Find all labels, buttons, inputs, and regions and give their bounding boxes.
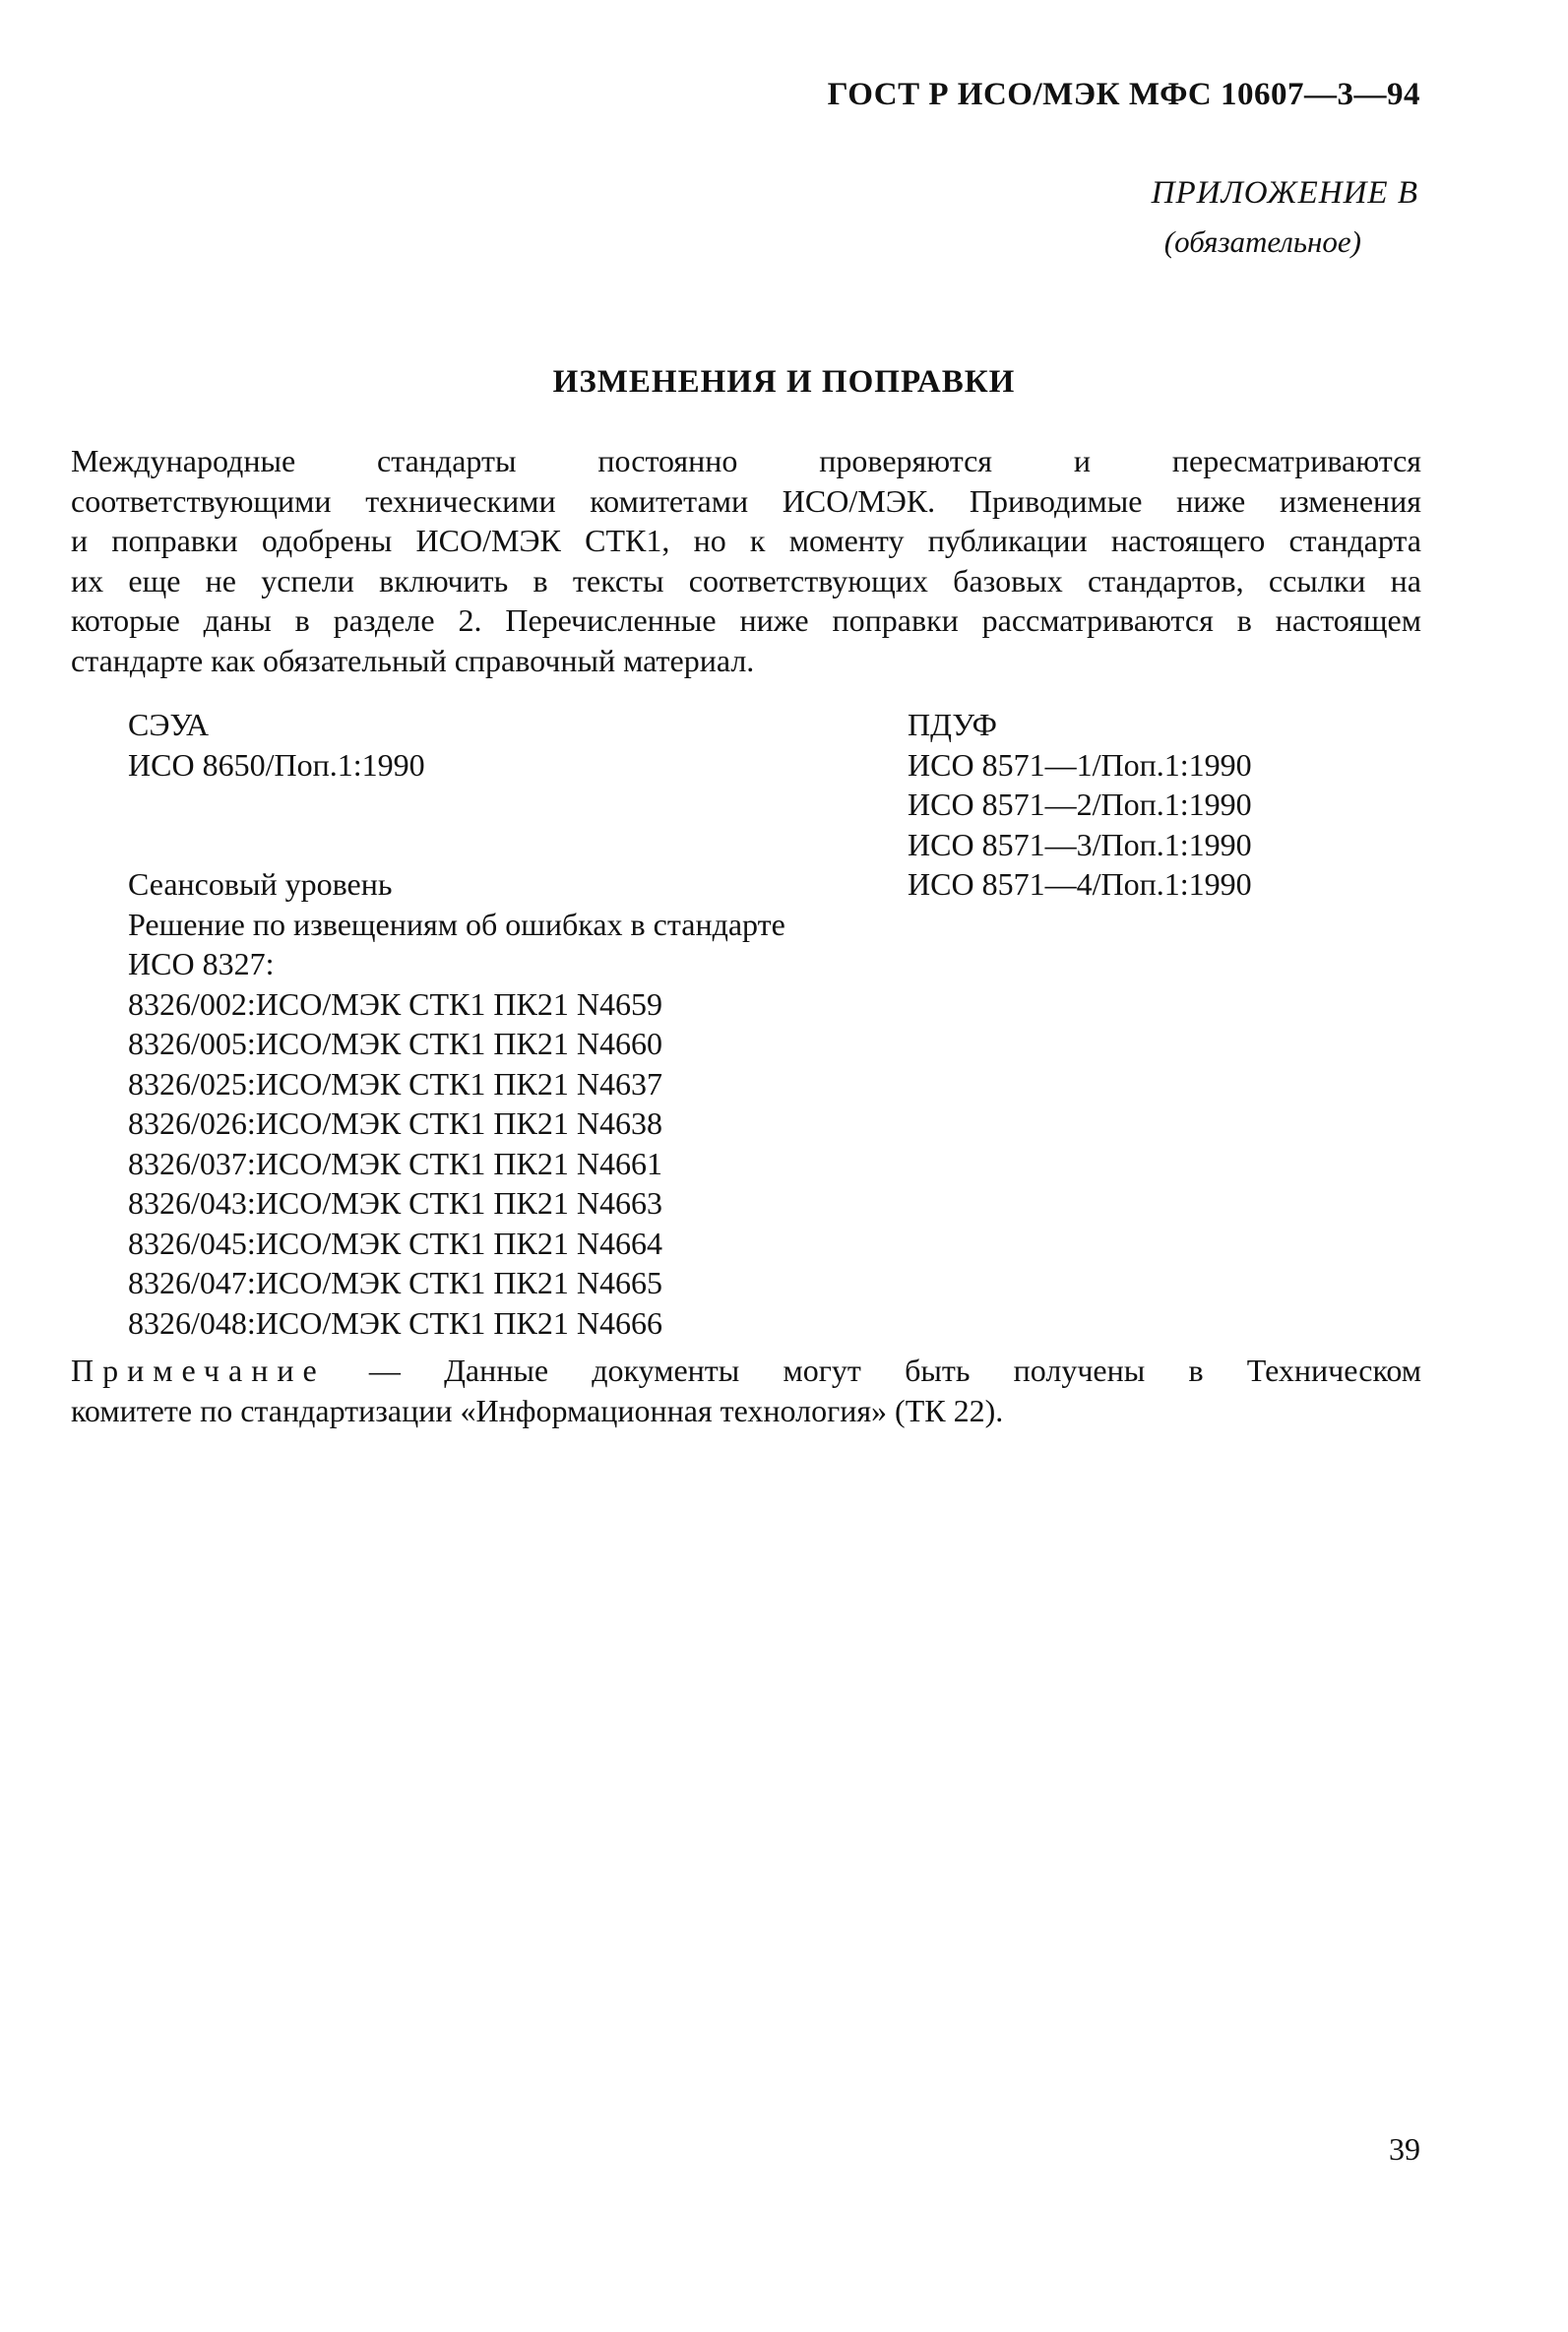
column-spacer bbox=[128, 785, 785, 864]
reference-item: ИСО 8571—3/Поп.1:1990 bbox=[908, 826, 1252, 862]
appendix-status: (обязательное) bbox=[1163, 224, 1361, 259]
reference-item: 8326/026:ИСО/МЭК СТК1 ПК21 N4638 bbox=[128, 1105, 662, 1141]
paragraph-line: стандарте как обязательный справочный материал. bbox=[71, 642, 755, 678]
appendix-label: ПРИЛОЖЕНИЕ В bbox=[1151, 175, 1418, 211]
reference-item: ИСО 8650/Поп.1:1990 bbox=[128, 746, 425, 783]
intro-paragraph bbox=[71, 441, 1421, 680]
left-column-heading: СЭУА bbox=[128, 707, 210, 742]
decision-text: ИСО 8327: bbox=[128, 946, 275, 981]
page-number: 39 bbox=[1389, 2131, 1420, 2167]
reference-item: ИСО 8571—2/Поп.1:1990 bbox=[908, 787, 1252, 822]
left-reference-column bbox=[128, 705, 785, 1343]
section-title: ИЗМЕНЕНИЯ И ПОПРАВКИ bbox=[552, 364, 1016, 400]
reference-item: 8326/048:ИСО/МЭК СТК1 ПК21 N4666 bbox=[128, 1304, 662, 1341]
document-code: ГОСТ Р ИСО/МЭК МФС 10607—3—94 bbox=[827, 77, 1420, 112]
paragraph-line: которые даны в разделе 2. Перечисленные ниже поправки рассматриваются в настоящем bbox=[71, 602, 1421, 638]
paragraph-line: и поправки одобрены ИСО/МЭК СТК1, но к моменту публикации настоящего стандарта bbox=[71, 523, 1421, 558]
reference-item: 8326/025:ИСО/МЭК СТК1 ПК21 N4637 bbox=[128, 1065, 662, 1102]
note-block bbox=[71, 1351, 1421, 1430]
paragraph-line: их еще не успели включить в тексты соответствующих базовых стандартов, ссылки на bbox=[71, 562, 1421, 599]
note-label: Примечание bbox=[71, 1353, 326, 1388]
reference-item: ИСО 8571—4/Поп.1:1990 bbox=[908, 866, 1252, 902]
right-reference-column bbox=[908, 705, 1252, 905]
decision-text: Решение по извещениям об ошибках в стандарте bbox=[128, 906, 785, 942]
reference-item: ИСО 8571—1/Поп.1:1990 bbox=[908, 746, 1252, 783]
reference-item: 8326/002:ИСО/МЭК СТК1 ПК21 N4659 bbox=[128, 985, 662, 1022]
reference-item: 8326/043:ИСО/МЭК СТК1 ПК21 N4663 bbox=[128, 1185, 662, 1221]
reference-item: 8326/037:ИСО/МЭК СТК1 ПК21 N4661 bbox=[128, 1145, 662, 1181]
reference-item: 8326/005:ИСО/МЭК СТК1 ПК21 N4660 bbox=[128, 1026, 662, 1061]
right-column-heading: ПДУФ bbox=[908, 707, 997, 742]
note-text: — Данные документы могут быть получены в Техническом bbox=[325, 1353, 1421, 1388]
paragraph-line: Международные стандарты постоянно проверяются и пересматриваются bbox=[71, 443, 1421, 478]
note-line: комитете по стандартизации «Информационная технология» (ТК 22). bbox=[71, 1392, 1004, 1428]
session-level-heading: Сеансовый уровень bbox=[128, 866, 393, 902]
reference-item: 8326/047:ИСО/МЭК СТК1 ПК21 N4665 bbox=[128, 1265, 662, 1300]
paragraph-line: соответствующими техническими комитетами ИСО/МЭК. Приводимые ниже изменения bbox=[71, 482, 1421, 519]
note-line bbox=[71, 1351, 1421, 1391]
reference-item: 8326/045:ИСО/МЭК СТК1 ПК21 N4664 bbox=[128, 1225, 662, 1261]
